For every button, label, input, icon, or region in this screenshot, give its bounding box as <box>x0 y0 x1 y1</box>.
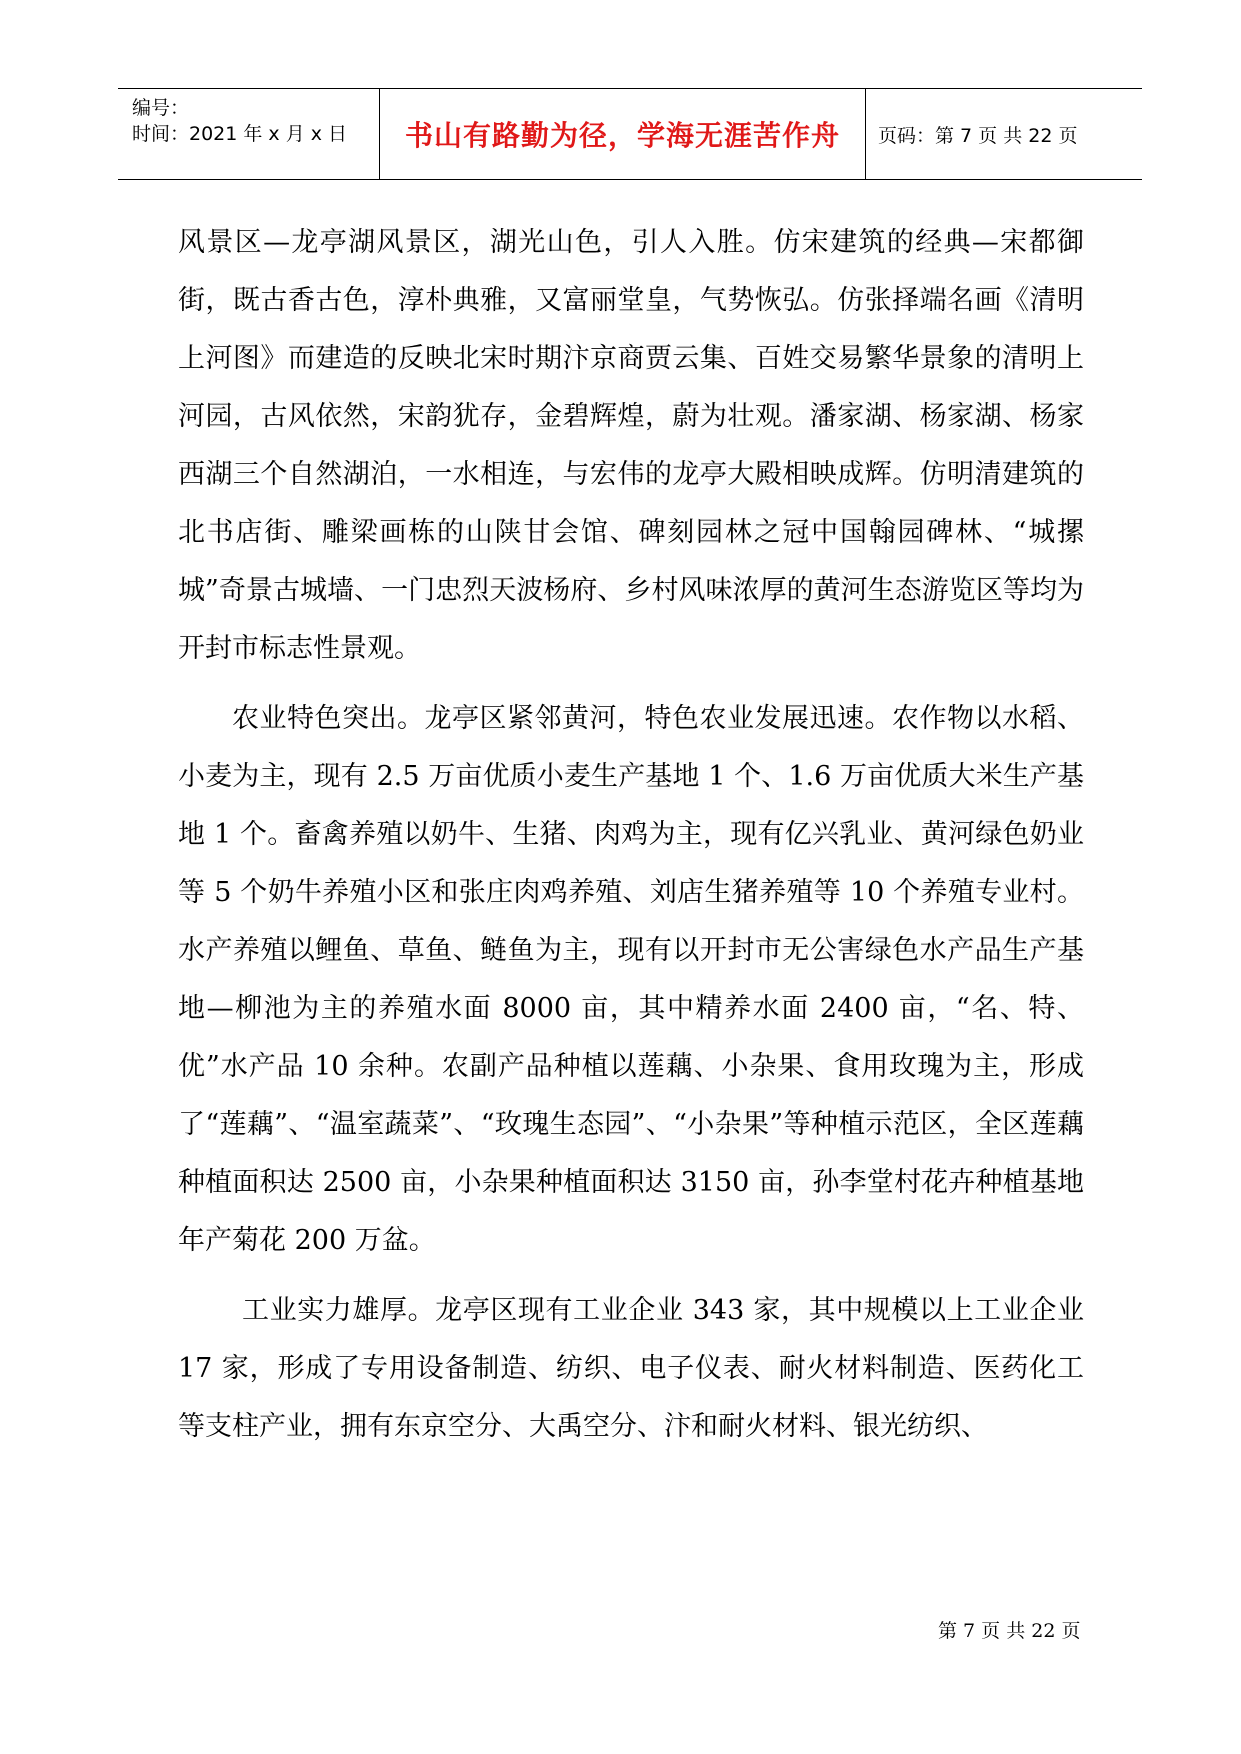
header-left-cell <box>118 89 380 179</box>
document-date-label: 时间：2021 年 x 月 x 日 <box>132 123 348 145</box>
header-right-cell <box>866 89 1142 179</box>
document-number-label: 编号： <box>132 97 190 119</box>
body-text <box>178 214 1084 1456</box>
page-header <box>118 88 1142 180</box>
header-motto: 书山有路勤为径，学海无涯苦作舟 <box>404 119 840 152</box>
header-middle-cell <box>380 89 866 179</box>
paragraph-agriculture: 农业特色突出。龙亭区紧邻黄河，特色农业发展迅速。农作物以水稻、小麦为主，现有 2.5 万亩优质小麦生产基地 1 个、1.6 万亩优质大米生产基地 1 个。畜禽养殖以奶牛、生猪、肉鸡为主，现有亿兴乳业、黄河绿色奶业等 5 个奶牛养殖小区和张庄肉鸡养殖、刘店生猪养殖等 10 个养殖专业村。水产养殖以鲤鱼、草鱼、鲢鱼为主，现有以开封市无公害绿色水产品生产基地—柳池为主的养殖水面 8000 亩，其中精养水面 2400 亩，“名、特、优”水产品 10 余种。农副产品种植以莲藕、小杂果、食用玫瑰为主，形成了“莲藕”、“温室蔬菜”、“玫瑰生态园”、“小杂果”等种植示范区，全区莲藕种植面积达 2500 亩，小杂果种植面积达 3150 亩，孙李堂村花卉种植基地年产菊花 200 万盆。 <box>178 703 1084 1256</box>
header-page-code: 页码：第 7 页 共 22 页 <box>878 124 1078 147</box>
paragraph-scenic-spots: 风景区—龙亭湖风景区，湖光山色，引人入胜。仿宋建筑的经典—宋都御街，既古香古色，淳朴典雅，又富丽堂皇，气势恢弘。仿张择端名画《清明上河图》而建造的反映北宋时期汴京商贾云集、百姓交易繁华景象的清明上河园，古风依然，宋韵犹存，金碧辉煌，蔚为壮观。潘家湖、杨家湖、杨家西湖三个自然湖泊，一水相连，与宏伟的龙亭大殿相映成辉。仿明清建筑的北书店街、雕梁画栋的山陕甘会馆、碑刻园林之冠中国翰园碑林、“城摞城”奇景古城墙、一门忠烈天波杨府、乡村风味浓厚的黄河生态游览区等均为开封市标志性景观。 <box>178 227 1084 664</box>
paragraph-industry: 工业实力雄厚。龙亭区现有工业企业 343 家，其中规模以上工业企业 17 家，形成了专用设备制造、纺织、电子仪表、耐火材料制造、医药化工等支柱产业，拥有东京空分、大禹空分、汴和耐火材料、银光纺织、 <box>178 1295 1084 1442</box>
page-footer: 第 7 页 共 22 页 <box>938 1620 1081 1642</box>
